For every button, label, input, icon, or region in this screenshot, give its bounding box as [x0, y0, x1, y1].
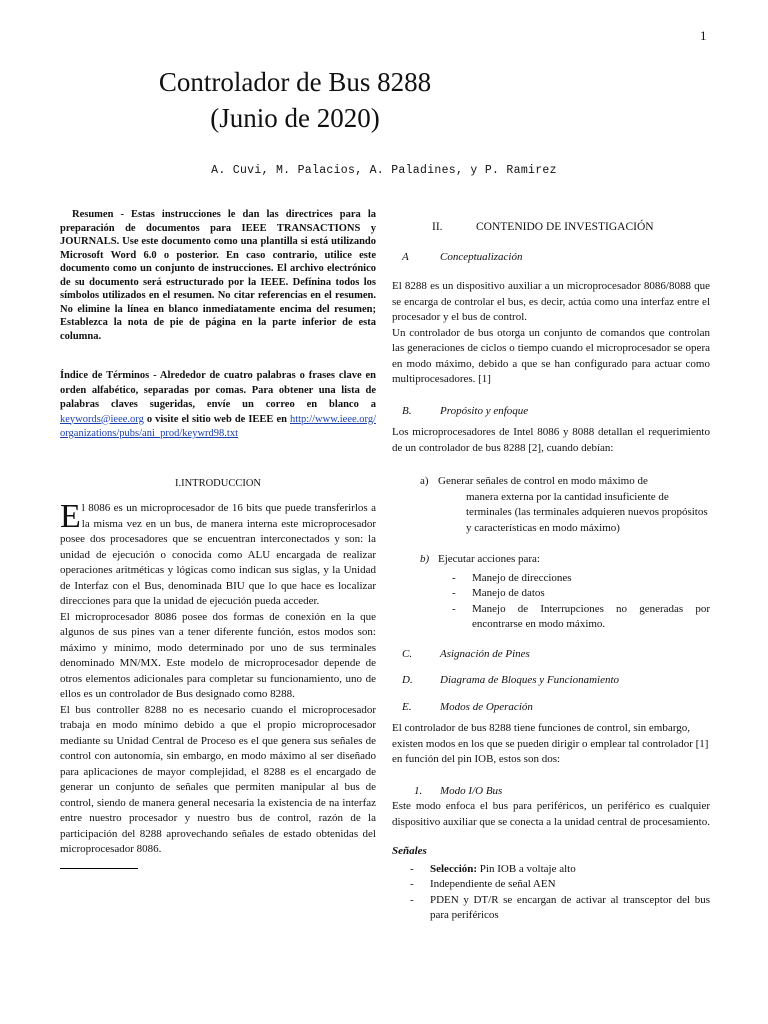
- subsection-d-number: D.: [402, 674, 413, 686]
- section-2-title: CONTENIDO DE INVESTIGACIÓN: [476, 221, 654, 233]
- list-item-b: [420, 552, 710, 568]
- subsection-d-heading: [392, 673, 710, 689]
- mode-1-title: Modo I/O Bus: [440, 784, 503, 797]
- subsection-a-title: Conceptualización: [440, 250, 523, 263]
- list-item-a-line1: Generar señales de control en modo máximo de: [438, 475, 648, 487]
- title-line-2: (Junio de 2020): [210, 103, 380, 133]
- index-terms-middle: o visite el sitio web de IEEE en: [146, 413, 287, 425]
- subsection-b-number: B.: [402, 404, 412, 417]
- page-number: 1: [700, 28, 707, 43]
- subsection-b-title: Propósito y enfoque: [440, 404, 529, 417]
- list-item-a: [420, 474, 710, 536]
- drop-cap: E: [60, 498, 81, 535]
- intro-heading: I.INTRODUCCION: [174, 477, 262, 489]
- mode-1-paragraph: Este modo enfoca el bus para periféricos, un periférico es cualquier dispositivo auxiliar que se conecta a la unidad central de procesamiento.: [392, 800, 710, 828]
- subsection-b-heading: [392, 404, 710, 420]
- subsection-a-heading: [392, 250, 710, 266]
- keywords-email-link[interactable]: keywords@ieee.org: [60, 413, 144, 425]
- intro-paragraph-1: [60, 498, 376, 610]
- subsection-e-p1: El controlador de bus 8288 tiene funciones de control, sin embargo, existen modos en los que se pueden dirigir o emplear tal controlador [1] en función del pin IOB, estos son dos:: [392, 722, 709, 765]
- subsection-a-p1: El 8288 es un dispositivo auxiliar a un microprocesador 8086/8088 que se encarga de controlar el bus, es decir, actúa como una interfaz entre el procesador y el bus de control.: [392, 280, 710, 323]
- subsection-e-number: E.: [402, 700, 412, 713]
- title-line-1: Controlador de Bus 8288: [158, 67, 432, 97]
- list-item-b-text: Ejecutar acciones para:: [438, 553, 540, 565]
- paper-title: [100, 64, 490, 136]
- subsection-c-number: C.: [402, 647, 413, 660]
- index-terms-text: Índice de Términos - Alrededor de cuatro palabras o frases clave en orden alfabético, separadas por comas. Para obtener una lista de palabras claves sugeridas, envíe un correo en blanco a: [60, 370, 376, 410]
- intro-paragraph-3: El bus controller 8288 no es necesario cuando el microprocesador trabaja en modo mínimo debido a que el propio microprocesador mediante su Unidad Central de Proceso es el que genera sus señales de control con autonomía, sin embargo, en modo máximo al ser diseñado para aplicaciones de mayor complejidad, el 8288 es el encargado de generar un conjunto de señales que permiten manipular al bus de control, siendo de manera general necesaria la existencia de na interfaz entre nuestro procesador y nuestro bus de control, razón de la participación del 8288 aprovechando señales de estado obtenidas del microprocesador 8086.: [60, 703, 376, 855]
- index-terms: [60, 369, 376, 442]
- left-column: [60, 208, 376, 869]
- item-b-sublist: [452, 571, 710, 633]
- right-column: [392, 220, 710, 924]
- intro-paragraph-2: El microprocesador 8086 posee dos formas de conexión en la que algunos de sus pines van a tener diferente función, estos modos son: máximo y mínimo, modo determinado por uno de sus terminales denominado MN/MX. Este modelo de microprocesador depende de otros elementos adicionales para completar su funcionamiento, uno de ellos es un controlador de Bus designado como 8288.: [60, 610, 376, 700]
- keywords-url-link[interactable]: http://www.ieee.org/organizations/pubs/ani_prod/keywrd98.txt: [60, 413, 376, 439]
- intro-p1-text: l 8086 es un microprocesador de 16 bits que puede transferirlos a la misma vez en un bus, de manera interna este microprocesador posee dos procesadores que se encuentran interconectados y son: la unidad de ejecución o conocida como ALU encargada de realizar operaciones aritméticas y lógicas como indican sus siglas, y la Unidad de Interfaz con el Bus, denominada BIU que lo que hace es localizar direcciones para que la unidad de ejecución pueda acceder.: [60, 502, 376, 607]
- seleccion-label: Selección:: [430, 862, 478, 875]
- authors: A. Cuvi, M. Palacios, A. Paladines, y P. Ramirez: [211, 164, 557, 177]
- subsection-a-p2: Un controlador de bus otorga un conjunto de comandos que controlan las generaciones de ciclos o tiempo cuando el microprocesador se opera en modo máximo, debido a que se han configurado para actuar como multiprocesadores. [1]: [392, 326, 710, 385]
- list-item-b-label: b): [420, 553, 430, 565]
- list-item: - Independiente de señal AEN: [410, 877, 710, 893]
- subsection-d-title: Diagrama de Bloques y Funcionamiento: [440, 674, 620, 686]
- section-2-heading: [432, 220, 710, 236]
- list-item: - Manejo de direcciones: [452, 571, 710, 587]
- subsection-a-number: A: [402, 250, 409, 263]
- list-item: - PDEN y DT/R se encargan de activar al transceptor del bus para periféricos: [410, 893, 710, 924]
- senales-list: [410, 862, 710, 924]
- mode-1-heading: [392, 784, 710, 800]
- list-item: - Manejo de datos: [452, 586, 710, 602]
- list-item: - Manejo de Interrupciones no generadas por encontrarse en modo máximo.: [452, 602, 710, 633]
- seleccion-text: Pin IOB a voltaje alto: [479, 862, 576, 875]
- subsection-c-title: Asignación de Pines: [440, 647, 530, 660]
- list-item: [410, 862, 710, 878]
- list-item-a-label: a): [420, 475, 429, 487]
- section-2-number: II.: [432, 221, 443, 233]
- subsection-e-heading: [392, 700, 710, 716]
- abstract: Resumen - Estas instrucciones le dan las directrices para la preparación de documentos para IEEE TRANSACTIONS y JOURNALS. Use este documento como una plantilla si está utilizando Microsoft Word 6.0 o posterior. En caso contrario, utilice este documento como un conjunto de instrucciones. El archivo electrónico de su documento será estructurado por la IEEE. Defínina todos los símbolos utilizados en el resumen. No citar referencias en el resumen. No elimine la línea en blanco inmediatamente encima del resumen; Establezca la nota de pie de página en la parte inferior de esta columna.: [60, 209, 376, 342]
- intro-body: [60, 498, 376, 858]
- subsection-c-heading: [392, 647, 710, 663]
- senales-label: Señales: [392, 845, 427, 857]
- subsection-e-title: Modos de Operación: [440, 700, 533, 713]
- subsection-b-p1: Los microprocesadores de Intel 8086 y 8088 detallan el requerimiento de un controlador de bus 8288 [2], cuando debían:: [392, 426, 710, 454]
- footnote-rule: [60, 868, 138, 869]
- list-item-a-rest: manera externa por la cantidad insuficiente de terminales (las terminales adquieren nuevos propósitos y características en modo máximo): [466, 490, 708, 534]
- mode-1-number: 1.: [414, 784, 423, 797]
